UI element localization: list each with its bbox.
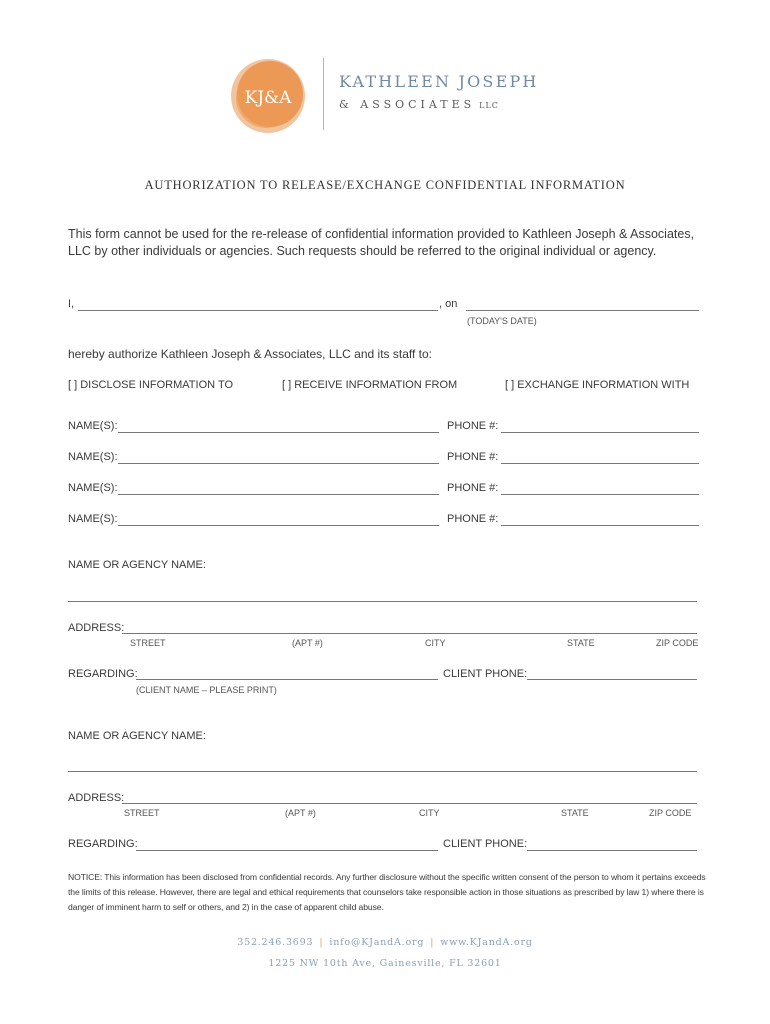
names-field[interactable] — [118, 463, 439, 464]
caption-apt: (APT #) — [285, 808, 316, 818]
phone-field[interactable] — [501, 525, 699, 526]
hereby-text: hereby authorize Kathleen Joseph & Associates, LLC and its staff to: — [68, 347, 433, 361]
footer-phone[interactable]: 352.246.3693 — [237, 937, 314, 948]
date-caption: (TODAY'S DATE) — [467, 316, 537, 326]
agency-name-field[interactable] — [68, 771, 697, 772]
regarding-label: REGARDING: — [68, 838, 138, 850]
phone-label: PHONE #: — [447, 451, 499, 463]
caption-state: STATE — [561, 808, 589, 818]
kja-logo — [228, 56, 308, 136]
client-phone-field[interactable] — [527, 850, 697, 851]
caption-apt: (APT #) — [292, 638, 323, 648]
names-field[interactable] — [118, 525, 439, 526]
regarding-field[interactable] — [136, 850, 438, 851]
names-label: NAME(S): — [68, 513, 118, 525]
phone-field[interactable] — [501, 463, 699, 464]
caption-street: STREET — [130, 638, 166, 648]
address-label: ADDRESS: — [68, 792, 125, 804]
brand-associates: & ASSOCIATES — [339, 98, 476, 111]
option-exchange[interactable]: [ ] EXCHANGE INFORMATION WITH — [505, 379, 690, 391]
header-divider — [323, 58, 324, 130]
caption-zip: ZIP CODE — [649, 808, 692, 818]
agency-name-field[interactable] — [68, 601, 697, 602]
phone-field[interactable] — [501, 432, 699, 433]
today-date-field[interactable] — [466, 310, 699, 311]
phone-label: PHONE #: — [447, 513, 499, 525]
names-label: NAME(S): — [68, 482, 118, 494]
agency-heading: NAME OR AGENCY NAME: — [68, 730, 206, 742]
footer-email[interactable]: info@KJandA.org — [329, 937, 425, 948]
address-field[interactable] — [122, 803, 697, 804]
client-name-caption: (CLIENT NAME – PLEASE PRINT) — [136, 685, 277, 695]
client-phone-label: CLIENT PHONE: — [443, 668, 528, 680]
address-field[interactable] — [122, 633, 697, 634]
brand-name: KATHLEEN JOSEPH — [339, 72, 539, 91]
phone-label: PHONE #: — [447, 482, 499, 494]
date-prefix: , on — [439, 298, 458, 310]
footer-website[interactable]: www.KJandA.org — [440, 937, 533, 948]
footer-contact — [0, 937, 770, 948]
brand-subtitle — [339, 98, 499, 111]
caption-zip: ZIP CODE — [656, 638, 699, 648]
option-disclose[interactable]: [ ] DISCLOSE INFORMATION TO — [68, 379, 234, 391]
authorizer-name-field[interactable] — [78, 310, 438, 311]
footer-separator: | — [430, 937, 435, 948]
logo-text: KJ&A — [244, 88, 292, 108]
agency-heading: NAME OR AGENCY NAME: — [68, 559, 206, 571]
caption-state: STATE — [567, 638, 595, 648]
notice-text: NOTICE: This information has been disclosed from confidential records. Any further disclosure without the specific written consent of the person to whom it pertains exceeds the limits of this release. However, there are legal and ethical requirements that counselors take responsible action in those situations as prescribed by law 1) where there is danger of imminent harm to self or others, and 2) in the case of apparent child abuse. — [68, 872, 706, 912]
names-field[interactable] — [118, 494, 439, 495]
footer-address: 1225 NW 10th Ave, Gainesville, FL 32601 — [268, 958, 502, 969]
phone-label: PHONE #: — [447, 420, 499, 432]
names-label: NAME(S): — [68, 420, 118, 432]
caption-street: STREET — [124, 808, 160, 818]
client-phone-field[interactable] — [527, 679, 697, 680]
brand-llc: LLC — [479, 101, 499, 110]
phone-field[interactable] — [501, 494, 699, 495]
intro-paragraph: This form cannot be used for the re-release of confidential information provided to Kathleen Joseph & Associates, LLC by other individuals or agencies. Such requests should be referred to the original individual or agency. — [68, 227, 695, 258]
footer-separator: | — [319, 937, 324, 948]
names-label: NAME(S): — [68, 451, 118, 463]
authorizer-prefix: I, — [68, 298, 75, 310]
address-label: ADDRESS: — [68, 622, 125, 634]
caption-city: CITY — [419, 808, 440, 818]
caption-city: CITY — [425, 638, 446, 648]
option-receive[interactable]: [ ] RECEIVE INFORMATION FROM — [282, 379, 458, 391]
regarding-field[interactable] — [136, 679, 438, 680]
regarding-label: REGARDING: — [68, 668, 138, 680]
form-title: AUTHORIZATION TO RELEASE/EXCHANGE CONFIDENTIAL INFORMATION — [144, 178, 626, 192]
client-phone-label: CLIENT PHONE: — [443, 838, 528, 850]
names-field[interactable] — [118, 432, 439, 433]
